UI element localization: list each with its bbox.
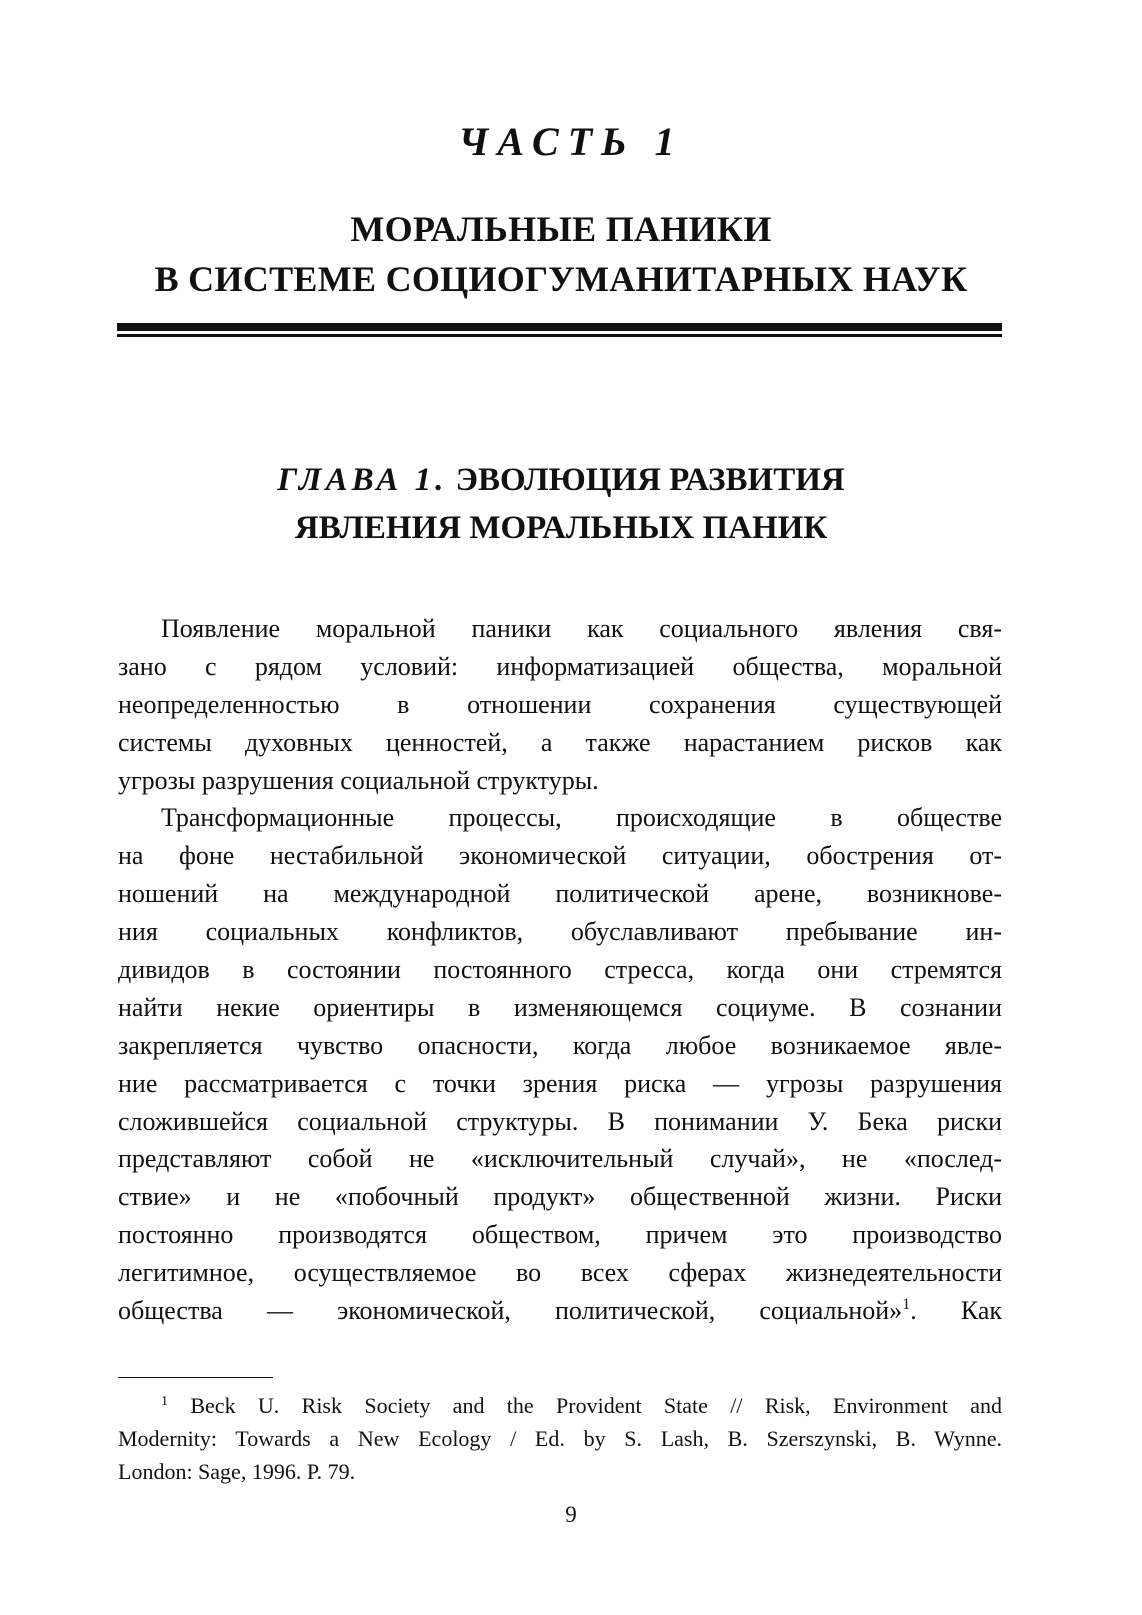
chapter-title-line-2: ЯВЛЕНИЯ МОРАЛЬНЫХ ПАНИК (294, 510, 828, 546)
body-line: легитимное, осуществляемое во всех сферах жизнедеятельности (118, 1258, 1002, 1288)
body-line: ношений на международной политической арене, возникнове- (118, 879, 1002, 909)
part-title-line-1: МОРАЛЬНЫЕ ПАНИКИ (350, 209, 772, 249)
footnote-line: London: Sage, 1996. P. 79. (118, 1459, 356, 1484)
body-line: на фоне нестабильной экономической ситуации, обострения от- (118, 841, 1002, 871)
footnote-mark: 1 (161, 1394, 168, 1409)
body-line: представляют собой не «исключительный случай», не «послед- (118, 1144, 1002, 1174)
body-line: постоянно производятся обществом, причем это производство (118, 1220, 1002, 1250)
body-line: сложившейся социальной структуры. В понимании У. Бека риски (118, 1106, 1002, 1136)
body-line: ния социальных конфликтов, обуславливают пребывание ин- (118, 917, 1002, 947)
footnote-separator (118, 1377, 273, 1378)
body-line: дивидов в состоянии постоянного стресса, когда они стремятся (118, 955, 1002, 985)
body-line-last (118, 1292, 1002, 1330)
body-line: закрепляется чувство опасности, когда любое возникаемое явле- (118, 1030, 1002, 1060)
chapter-title-line-1 (116, 456, 1006, 504)
body-text (118, 610, 1002, 1330)
footnote-line-text: Beck U. Risk Society and the Provident State // Risk, Environment and (190, 1393, 1003, 1418)
page-number: 9 (565, 1502, 577, 1527)
footnote (118, 1389, 1002, 1488)
body-line: зано с рядом условий: информатизацией общества, моральной (118, 651, 1002, 681)
body-line: угрозы разрушения социальной структуры. (118, 765, 599, 795)
part-title (116, 204, 1006, 304)
part-divider-thick (117, 323, 1002, 331)
body-line: найти некие ориентиры в изменяющемся социуме. В сознании (118, 992, 1002, 1022)
body-line: Появление моральной паники как социального явления свя- (161, 614, 1002, 643)
chapter-title (116, 456, 1006, 552)
footnote-line (118, 1389, 1002, 1422)
footnote-line: Modernity: Towards a New Ecology / Ed. by S. Lash, B. Szerszynski, B. Wynne. (118, 1426, 1002, 1451)
body-line-tail: . Как (910, 1296, 1002, 1326)
body-line-text: общества — экономической, политической, социальной» (118, 1296, 903, 1326)
footnote-reference[interactable]: 1 (902, 1296, 911, 1314)
body-line: Трансформационные процессы, происходящие в обществе (161, 803, 1002, 833)
body-line: ние рассматривается с точки зрения риска — угрозы разрушения (118, 1068, 1002, 1098)
part-divider-thin (117, 334, 1002, 337)
body-line: неопределенностью в отношении сохранения существующей (118, 689, 1002, 719)
body-line: ствие» и не «побочный продукт» общественной жизни. Риски (118, 1182, 1002, 1212)
chapter-label: ГЛАВА 1. (277, 462, 448, 498)
part-title-line-2: В СИСТЕМЕ СОЦИОГУМАНИТАРНЫХ НАУК (154, 259, 968, 299)
part-label: ЧАСТЬ 1 (458, 119, 684, 164)
body-line: системы духовных ценностей, а также нарастанием рисков как (118, 727, 1002, 757)
chapter-title-text: ЭВОЛЮЦИЯ РАЗВИТИЯ (455, 462, 845, 498)
